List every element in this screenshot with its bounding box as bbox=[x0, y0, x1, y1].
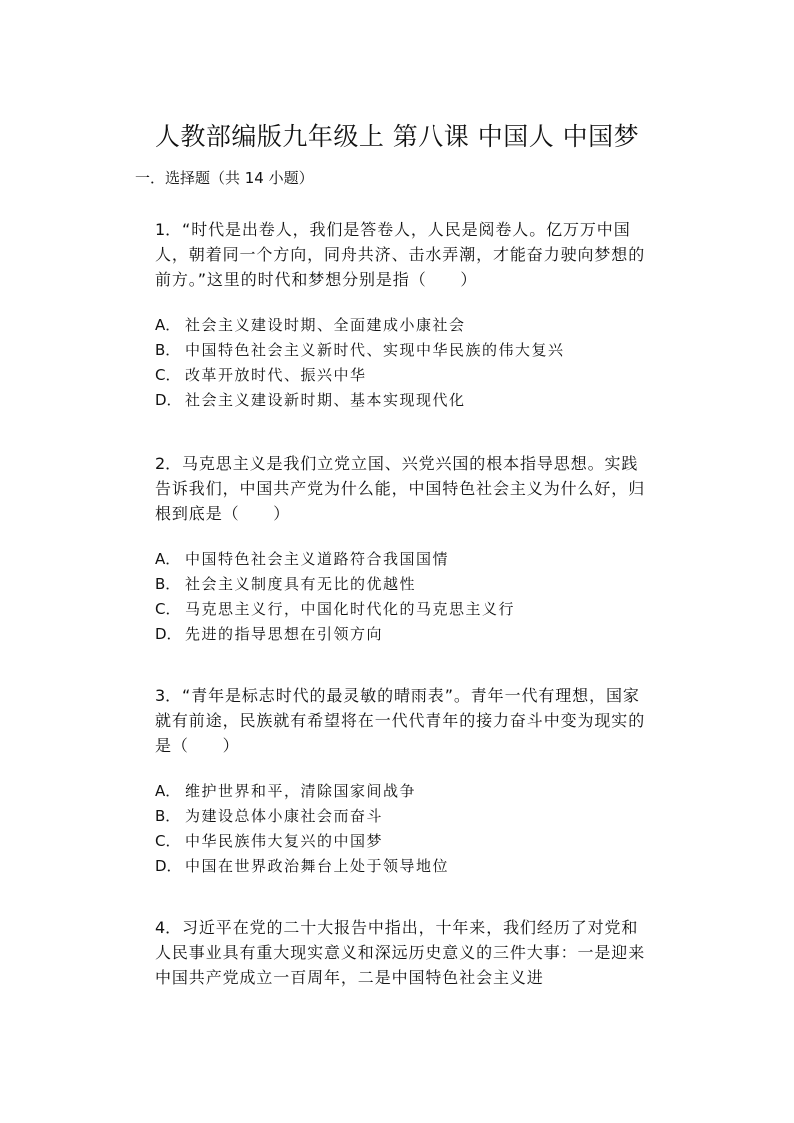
question-2 bbox=[155, 451, 655, 647]
question-3 bbox=[155, 683, 655, 879]
option-text: 为建设总体小康社会而奋斗 bbox=[185, 807, 384, 825]
document-title: 人教部编版九年级上 第八课 中国人 中国梦 bbox=[154, 122, 640, 151]
question-number: 4． bbox=[155, 918, 182, 937]
option-letter: C． bbox=[155, 832, 181, 850]
question-stem bbox=[155, 217, 655, 292]
option-d bbox=[155, 622, 655, 647]
question-number: 2． bbox=[155, 454, 182, 473]
option-letter: C． bbox=[155, 600, 181, 618]
option-letter: D． bbox=[155, 391, 182, 409]
option-letter: A． bbox=[155, 316, 181, 334]
option-text: 中华民族伟大复兴的中国梦 bbox=[185, 832, 384, 850]
option-letter: B． bbox=[155, 575, 181, 593]
option-text: 马克思主义行，中国化时代化的马克思主义行 bbox=[185, 600, 516, 618]
question-1 bbox=[155, 217, 655, 413]
question-text: “时代是出卷人，我们是答卷人，人民是阅卷人。亿万万中国人，朝着同一个方向，同舟共济、击水弄潮，才能奋力驶向梦想的前方。”这里的时代和梦想分别是指（ ） bbox=[155, 220, 646, 289]
option-d bbox=[155, 854, 655, 879]
option-c bbox=[155, 363, 655, 388]
option-b bbox=[155, 804, 655, 829]
option-letter: A． bbox=[155, 550, 181, 568]
option-d bbox=[155, 388, 655, 413]
option-letter: C． bbox=[155, 366, 181, 384]
option-text: 社会主义建设时期、全面建成小康社会 bbox=[185, 316, 466, 334]
option-text: 改革开放时代、振兴中华 bbox=[185, 366, 367, 384]
option-letter: B． bbox=[155, 807, 181, 825]
option-text: 社会主义制度具有无比的优越性 bbox=[185, 575, 417, 593]
option-a bbox=[155, 779, 655, 804]
question-number: 1． bbox=[155, 220, 182, 239]
option-c bbox=[155, 597, 655, 622]
question-text: 习近平在党的二十大报告中指出，十年来，我们经历了对党和人民事业具有重大现实意义和深远历史意义的三件大事：一是迎来中国共产党成立一百周年，二是中国特色社会主义进 bbox=[155, 918, 646, 987]
option-text: 维护世界和平，清除国家间战争 bbox=[185, 782, 417, 800]
question-stem bbox=[155, 451, 655, 526]
option-letter: D． bbox=[155, 857, 182, 875]
option-letter: B． bbox=[155, 341, 181, 359]
option-letter: D． bbox=[155, 625, 182, 643]
question-4 bbox=[155, 915, 655, 1011]
option-list bbox=[155, 779, 655, 879]
section-heading: 一．选择题（共 14 小题） bbox=[135, 169, 314, 187]
question-number: 3． bbox=[155, 686, 182, 705]
option-a bbox=[155, 313, 655, 338]
option-b bbox=[155, 572, 655, 597]
question-text: “青年是标志时代的最灵敏的晴雨表”。青年一代有理想，国家就有前途，民族就有希望将在一代代青年的接力奋斗中变为现实的是（ ） bbox=[155, 686, 646, 755]
option-text: 中国在世界政治舞台上处于领导地位 bbox=[185, 857, 450, 875]
question-text: 马克思主义是我们立党立国、兴党兴国的根本指导思想。实践告诉我们，中国共产党为什么能，中国特色社会主义为什么好，归根到底是（ ） bbox=[155, 454, 646, 523]
option-a bbox=[155, 547, 655, 572]
option-list bbox=[155, 313, 655, 413]
option-b bbox=[155, 338, 655, 363]
option-text: 先进的指导思想在引领方向 bbox=[185, 625, 384, 643]
option-text: 中国特色社会主义新时代、实现中华民族的伟大复兴 bbox=[185, 341, 565, 359]
option-letter: A． bbox=[155, 782, 181, 800]
option-text: 中国特色社会主义道路符合我国国情 bbox=[185, 550, 450, 568]
question-stem bbox=[155, 683, 655, 758]
option-text: 社会主义建设新时期、基本实现现代化 bbox=[185, 391, 466, 409]
option-list bbox=[155, 547, 655, 647]
option-c bbox=[155, 829, 655, 854]
question-stem bbox=[155, 915, 655, 990]
